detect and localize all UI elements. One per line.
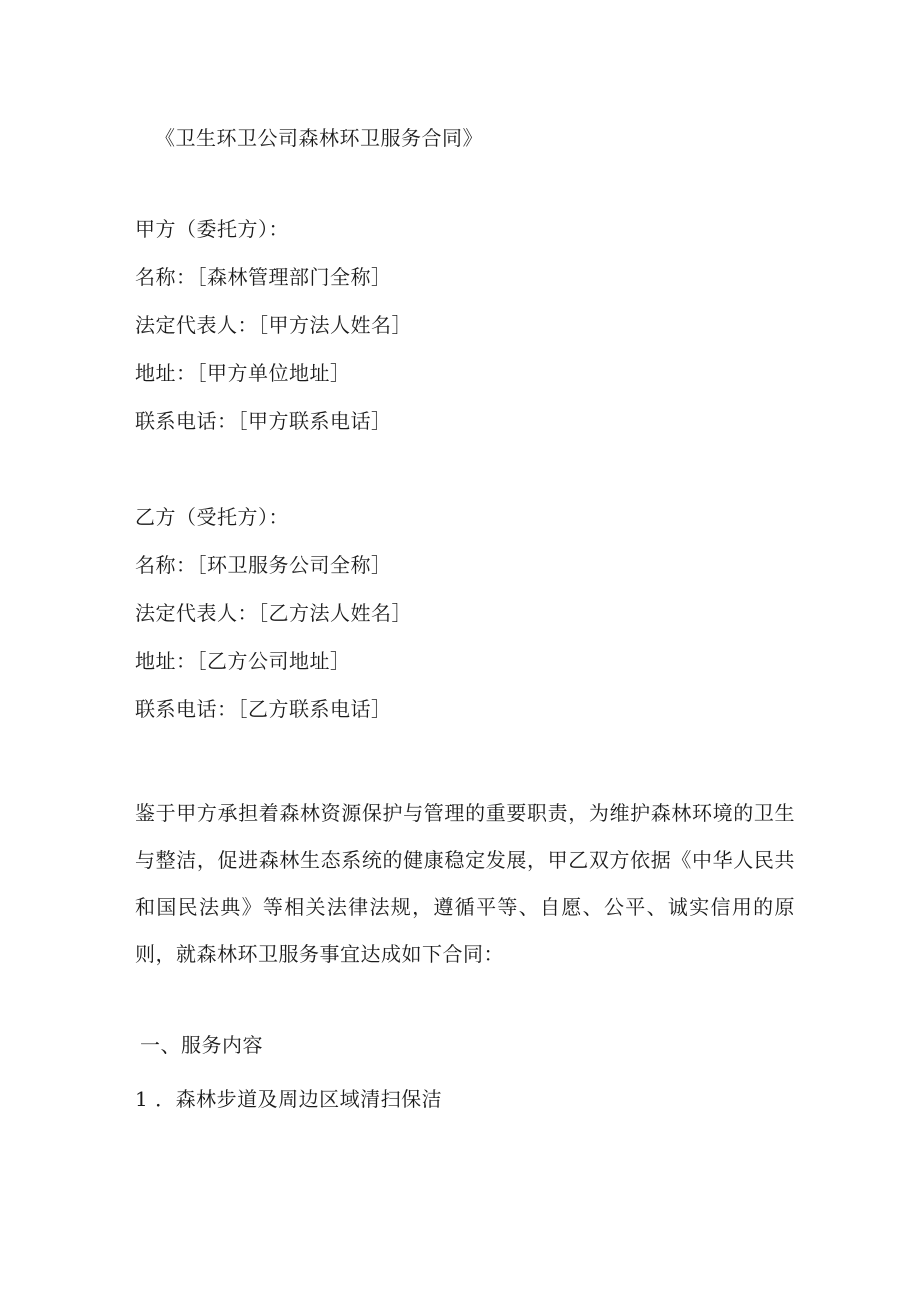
party-a-address: 地址：［甲方单位地址］ [135,361,351,385]
party-b-heading: 乙方（受托方）： [135,505,289,529]
list-item-1: 1 ．森林步道及周边区域清扫保洁 [135,1087,443,1111]
section-heading-service-content: 一、服务内容 [140,1033,263,1057]
document-title: 《卫生环卫公司森林环卫服务合同》 [155,126,483,150]
party-a-phone: 联系电话：［甲方联系电话］ [135,409,392,433]
party-a-heading: 甲方（委托方）： [135,217,289,241]
preamble-paragraph: 鉴于甲方承担着森林资源保护与管理的重要职责，为维护森林环境的卫生与整洁，促进森林生态系统的健康稳定发展，甲乙双方依据《中华人民共和国民法典》等相关法律法规，遵循平等、自愿、公平、诚实信用的原则，就森林环卫服务事宜达成如下合同： [135,801,795,966]
party-b-name: 名称：［环卫服务公司全称］ [135,553,392,577]
party-a-legal-representative: 法定代表人：［甲方法人姓名］ [135,313,412,337]
party-b-legal-representative: 法定代表人：［乙方法人姓名］ [135,601,412,625]
party-b-phone: 联系电话：［乙方联系电话］ [135,697,392,721]
party-a-name: 名称：［森林管理部门全称］ [135,265,392,289]
party-b-address: 地址：［乙方公司地址］ [135,649,351,673]
